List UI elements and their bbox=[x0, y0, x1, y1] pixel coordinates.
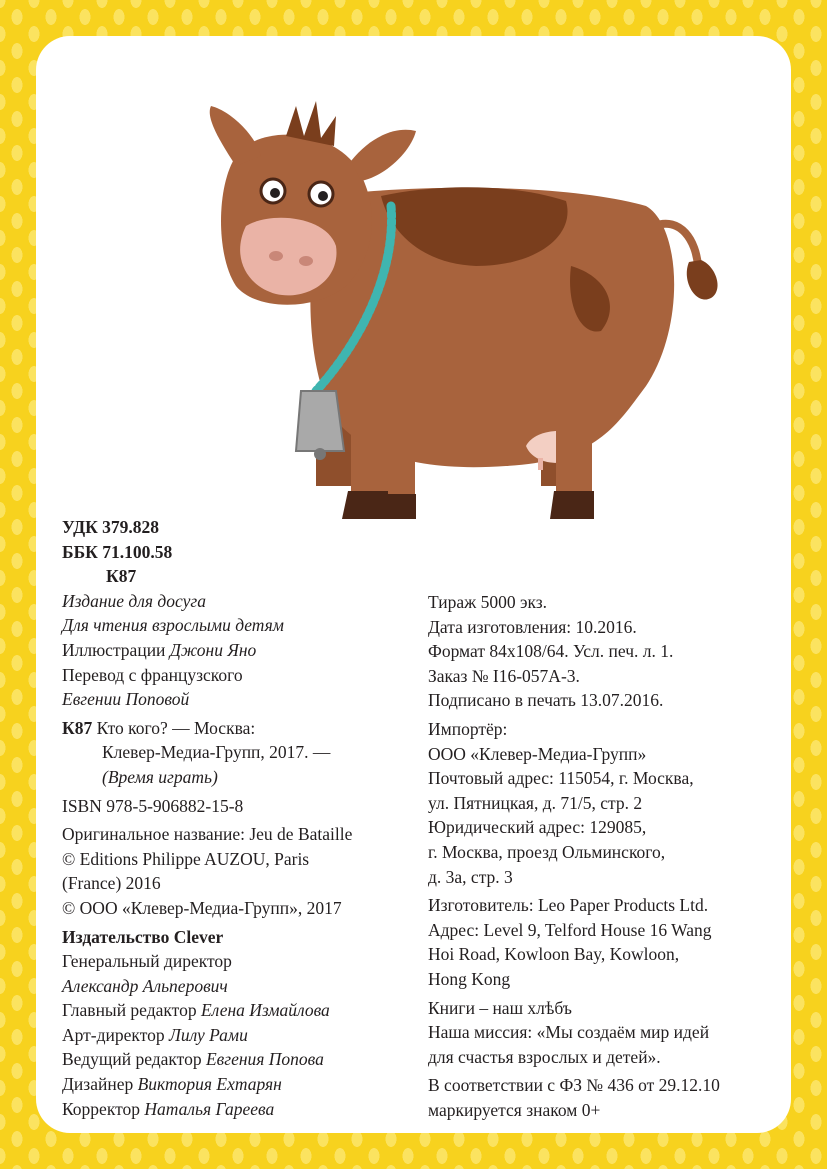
illustrator-name: Джони Яно bbox=[169, 639, 257, 660]
format: Формат 84x108/64. Усл. печ. л. 1. bbox=[428, 641, 674, 662]
cow-illustration bbox=[176, 66, 736, 536]
illustrations-label: Иллюстрации bbox=[62, 639, 166, 660]
importer-legal-1: Юридический адрес: 129085, bbox=[428, 817, 647, 838]
staff-role: Генеральный директор bbox=[62, 951, 232, 972]
staff-row bbox=[62, 1023, 422, 1048]
staff-role: Ведущий редактор bbox=[62, 1049, 202, 1070]
manufacturer-address-1: Адрес: Level 9, Telford House 16 Wang bbox=[428, 919, 712, 940]
staff-row bbox=[62, 1047, 422, 1072]
edition-type: Издание для досуга bbox=[62, 590, 206, 611]
colophon-card bbox=[36, 36, 791, 1133]
staff-name: Наталья Гареева bbox=[144, 1098, 275, 1119]
biblio-publisher: Клевер-Медиа-Групп, 2017. — bbox=[102, 742, 331, 763]
staff-row bbox=[62, 1072, 422, 1097]
signed-to-print: Подписано в печать 13.07.2016. bbox=[428, 690, 664, 711]
biblio-mark: К87 bbox=[62, 717, 93, 738]
original-label: Оригинальное название: bbox=[62, 824, 245, 845]
translation-label: Перевод с французского bbox=[62, 664, 243, 685]
importer-postal-2: ул. Пятницкая, д. 71/5, стр. 2 bbox=[428, 792, 643, 813]
staff-row bbox=[62, 1097, 422, 1122]
staff-name: Елена Измайлова bbox=[200, 1000, 330, 1021]
law-notice-1: В соответствии с ФЗ № 436 от 29.12.10 bbox=[428, 1075, 720, 1096]
manufacture-date: Дата изготовления: 10.2016. bbox=[428, 616, 637, 637]
staff-name: Евгения Попова bbox=[205, 1049, 324, 1070]
illustrations-credit bbox=[62, 638, 422, 663]
copyright-auzou-country: (France) 2016 bbox=[62, 873, 161, 894]
copyright-auzou: © Editions Philippe AUZOU, Paris bbox=[62, 848, 310, 869]
print-run: Тираж 5000 экз. bbox=[428, 592, 548, 612]
staff-role: Дизайнер bbox=[62, 1074, 134, 1095]
staff-role: Арт-директор bbox=[62, 1024, 165, 1045]
mission-2: для счастья взрослых и детей». bbox=[428, 1046, 661, 1067]
isbn: ISBN 978-5-906882-15-8 bbox=[62, 795, 244, 816]
original-title-line bbox=[62, 822, 422, 847]
staff-row bbox=[62, 949, 422, 974]
biblio-title: Кто кого? — Москва: bbox=[96, 717, 256, 738]
motto: Книги – наш хлѣбъ bbox=[428, 997, 572, 1018]
staff-name: Виктория Ехтарян bbox=[137, 1074, 282, 1095]
order-number: Заказ № I16-057А-3. bbox=[428, 665, 580, 686]
bbk-code: ББК 71.100.58 bbox=[62, 541, 173, 562]
publisher-name: Издательство Clever bbox=[62, 926, 224, 947]
importer-label: Импортёр: bbox=[428, 718, 508, 739]
audience: Для чтения взрослыми детям bbox=[62, 615, 284, 636]
staff-row bbox=[62, 974, 422, 999]
law-notice-2: маркируется знаком 0+ bbox=[428, 1099, 601, 1120]
staff-role: Главный редактор bbox=[62, 1000, 197, 1021]
original-title: Jeu de Bataille bbox=[249, 824, 353, 845]
translator-name: Евгении Поповой bbox=[62, 689, 190, 710]
importer-name: ООО «Клевер-Медиа-Групп» bbox=[428, 743, 647, 764]
importer-postal-1: Почтовый адрес: 115054, г. Москва, bbox=[428, 768, 694, 789]
staff-name: Александр Альперович bbox=[62, 975, 228, 996]
manufacturer-address-3: Hong Kong bbox=[428, 968, 511, 989]
staff-name: Лилу Рами bbox=[168, 1024, 248, 1045]
author-mark: К87 bbox=[106, 566, 137, 587]
importer-legal-2: г. Москва, проезд Ольминского, bbox=[428, 841, 666, 862]
copyright-clever: © ООО «Клевер-Медиа-Групп», 2017 bbox=[62, 897, 342, 918]
right-column bbox=[428, 590, 788, 1122]
manufacturer-name: Изготовитель: Leo Paper Products Ltd. bbox=[428, 895, 709, 916]
biblio-entry bbox=[62, 716, 422, 741]
manufacturer-address-2: Hoi Road, Kowloon Bay, Kowloon, bbox=[428, 944, 680, 965]
udk-code: УДК 379.828 bbox=[62, 517, 160, 537]
staff-row bbox=[62, 998, 422, 1023]
left-column bbox=[62, 515, 422, 1121]
importer-legal-3: д. 3а, стр. 3 bbox=[428, 866, 513, 887]
biblio-series: (Время играть) bbox=[102, 766, 218, 787]
mission-1: Наша миссия: «Мы создаём мир идей bbox=[428, 1022, 710, 1043]
staff-role: Корректор bbox=[62, 1098, 141, 1119]
